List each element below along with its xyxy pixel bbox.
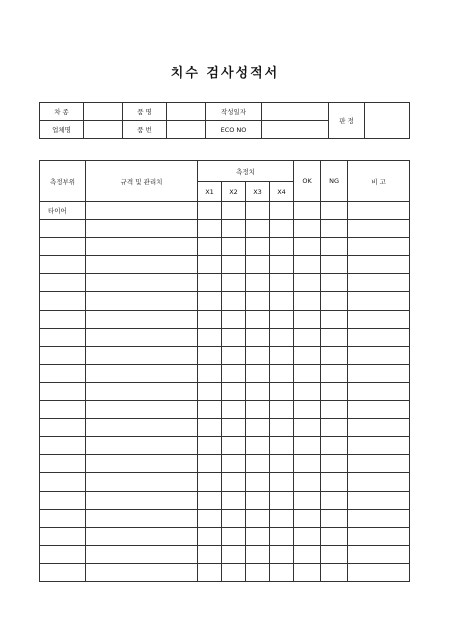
- label-part-name: 품 명: [123, 103, 167, 121]
- table-row: [40, 491, 410, 509]
- table-cell[interactable]: [246, 202, 270, 220]
- table-row: [40, 455, 410, 473]
- part-cell[interactable]: [40, 328, 86, 346]
- table-cell[interactable]: [222, 563, 246, 581]
- table-cell[interactable]: [348, 328, 410, 346]
- table-cell[interactable]: [294, 346, 321, 364]
- table-cell[interactable]: [348, 220, 410, 238]
- table-cell[interactable]: [86, 455, 198, 473]
- table-cell[interactable]: [198, 437, 222, 455]
- part-cell[interactable]: [40, 310, 86, 328]
- info-table: [39, 102, 410, 139]
- table-cell[interactable]: [198, 455, 222, 473]
- table-cell[interactable]: [222, 256, 246, 274]
- header-part: 측정부위: [40, 161, 86, 202]
- table-cell[interactable]: [86, 473, 198, 491]
- table-cell[interactable]: [246, 292, 270, 310]
- table-cell[interactable]: [270, 256, 294, 274]
- table-row: [40, 563, 410, 581]
- table-cell[interactable]: [321, 527, 348, 545]
- table-cell[interactable]: [86, 220, 198, 238]
- part-cell[interactable]: [40, 563, 86, 581]
- table-cell[interactable]: [348, 563, 410, 581]
- table-cell[interactable]: [86, 328, 198, 346]
- header-x3: X3: [246, 182, 270, 202]
- header-ok: OK: [294, 161, 321, 202]
- vendor-field[interactable]: [84, 121, 123, 139]
- table-cell[interactable]: [86, 292, 198, 310]
- label-eco-no: ECO NO: [206, 121, 262, 139]
- measurement-table: [39, 160, 410, 582]
- table-cell[interactable]: [86, 527, 198, 545]
- table-cell[interactable]: [86, 238, 198, 256]
- table-cell[interactable]: [321, 491, 348, 509]
- table-cell[interactable]: [86, 256, 198, 274]
- table-cell[interactable]: [222, 238, 246, 256]
- table-cell[interactable]: [198, 473, 222, 491]
- table-cell[interactable]: [321, 220, 348, 238]
- label-vehicle-type: 차 종: [40, 103, 84, 121]
- table-cell[interactable]: [198, 545, 222, 563]
- table-cell[interactable]: [246, 346, 270, 364]
- table-cell[interactable]: [270, 220, 294, 238]
- part-cell[interactable]: [40, 527, 86, 545]
- table-row: [40, 220, 410, 238]
- table-cell[interactable]: [222, 346, 246, 364]
- table-cell[interactable]: [321, 419, 348, 437]
- table-cell[interactable]: [321, 509, 348, 527]
- table-cell[interactable]: [348, 346, 410, 364]
- table-cell[interactable]: [246, 491, 270, 509]
- table-cell[interactable]: [198, 491, 222, 509]
- table-cell[interactable]: [294, 527, 321, 545]
- part-cell[interactable]: [40, 274, 86, 292]
- table-cell[interactable]: [348, 455, 410, 473]
- table-cell[interactable]: [86, 382, 198, 400]
- table-cell[interactable]: [270, 419, 294, 437]
- part-cell[interactable]: [40, 346, 86, 364]
- table-cell[interactable]: [321, 382, 348, 400]
- table-cell[interactable]: [321, 310, 348, 328]
- part-cell[interactable]: [40, 220, 86, 238]
- table-row: [40, 509, 410, 527]
- table-row: [40, 328, 410, 346]
- table-cell[interactable]: [222, 527, 246, 545]
- table-cell[interactable]: [246, 238, 270, 256]
- table-cell[interactable]: [294, 419, 321, 437]
- table-cell[interactable]: [86, 401, 198, 419]
- header-spec: 규격 및 관리치: [86, 161, 198, 202]
- label-judgement: 판 정: [329, 103, 365, 139]
- table-cell[interactable]: [321, 455, 348, 473]
- table-cell[interactable]: [246, 220, 270, 238]
- part-cell[interactable]: [40, 509, 86, 527]
- table-cell[interactable]: [321, 545, 348, 563]
- table-cell[interactable]: [198, 346, 222, 364]
- header-x4: X4: [270, 182, 294, 202]
- table-cell[interactable]: [270, 274, 294, 292]
- table-cell[interactable]: [270, 292, 294, 310]
- table-cell[interactable]: [198, 202, 222, 220]
- table-cell[interactable]: [270, 310, 294, 328]
- part-cell[interactable]: [40, 382, 86, 400]
- table-cell[interactable]: [294, 509, 321, 527]
- table-row: [40, 292, 410, 310]
- table-cell[interactable]: [222, 202, 246, 220]
- table-cell[interactable]: [270, 545, 294, 563]
- table-cell[interactable]: [270, 437, 294, 455]
- part-cell[interactable]: [40, 437, 86, 455]
- table-cell[interactable]: [348, 527, 410, 545]
- table-cell[interactable]: [246, 256, 270, 274]
- part-cell[interactable]: [40, 455, 86, 473]
- table-cell[interactable]: [86, 563, 198, 581]
- table-cell[interactable]: [86, 364, 198, 382]
- table-cell[interactable]: [86, 310, 198, 328]
- table-cell[interactable]: [270, 455, 294, 473]
- table-cell[interactable]: [294, 545, 321, 563]
- table-cell[interactable]: [246, 563, 270, 581]
- table-row: [40, 202, 410, 220]
- header-x1: X1: [198, 182, 222, 202]
- table-cell[interactable]: [222, 328, 246, 346]
- part-cell[interactable]: 타이어: [40, 202, 86, 220]
- table-cell[interactable]: [270, 401, 294, 419]
- part-cell[interactable]: [40, 545, 86, 563]
- table-row: [40, 545, 410, 563]
- table-cell[interactable]: [348, 382, 410, 400]
- table-cell[interactable]: [198, 563, 222, 581]
- table-row: [40, 310, 410, 328]
- header-remark: 비 고: [348, 161, 410, 202]
- header-ng: NG: [321, 161, 348, 202]
- table-cell[interactable]: [270, 527, 294, 545]
- part-cell[interactable]: [40, 256, 86, 274]
- document-title: 치수 검사성적서: [170, 66, 280, 81]
- table-cell[interactable]: [348, 256, 410, 274]
- table-row: [40, 256, 410, 274]
- table-row: [40, 401, 410, 419]
- table-cell[interactable]: [222, 509, 246, 527]
- table-row: [40, 527, 410, 545]
- table-cell[interactable]: [294, 220, 321, 238]
- table-cell[interactable]: [222, 274, 246, 292]
- part-cell[interactable]: [40, 364, 86, 382]
- table-cell[interactable]: [198, 238, 222, 256]
- table-row: [40, 346, 410, 364]
- table-cell[interactable]: [86, 437, 198, 455]
- table-cell[interactable]: [86, 274, 198, 292]
- table-cell[interactable]: [294, 455, 321, 473]
- table-cell[interactable]: [348, 401, 410, 419]
- table-cell[interactable]: [246, 401, 270, 419]
- table-cell[interactable]: [294, 473, 321, 491]
- table-cell[interactable]: [294, 563, 321, 581]
- table-cell[interactable]: [86, 346, 198, 364]
- table-cell[interactable]: [198, 364, 222, 382]
- table-cell[interactable]: [270, 491, 294, 509]
- table-cell[interactable]: [246, 509, 270, 527]
- table-cell[interactable]: [270, 346, 294, 364]
- table-cell[interactable]: [246, 382, 270, 400]
- part-name-field[interactable]: [167, 103, 206, 121]
- table-cell[interactable]: [348, 364, 410, 382]
- table-cell[interactable]: [198, 256, 222, 274]
- part-cell[interactable]: [40, 419, 86, 437]
- date-field[interactable]: [262, 103, 329, 121]
- table-cell[interactable]: [246, 328, 270, 346]
- table-cell[interactable]: [222, 473, 246, 491]
- table-cell[interactable]: [321, 274, 348, 292]
- table-cell[interactable]: [321, 401, 348, 419]
- table-cell[interactable]: [294, 202, 321, 220]
- table-cell[interactable]: [321, 238, 348, 256]
- table-cell[interactable]: [198, 509, 222, 527]
- table-cell[interactable]: [348, 509, 410, 527]
- table-cell[interactable]: [86, 545, 198, 563]
- table-cell[interactable]: [270, 328, 294, 346]
- table-cell[interactable]: [294, 238, 321, 256]
- table-cell[interactable]: [348, 274, 410, 292]
- table-cell[interactable]: [294, 364, 321, 382]
- table-cell[interactable]: [321, 346, 348, 364]
- table-cell[interactable]: [321, 202, 348, 220]
- table-cell[interactable]: [294, 382, 321, 400]
- table-cell[interactable]: [198, 328, 222, 346]
- label-part-no: 품 번: [123, 121, 167, 139]
- part-cell[interactable]: [40, 292, 86, 310]
- table-cell[interactable]: [294, 328, 321, 346]
- part-cell[interactable]: [40, 401, 86, 419]
- table-cell[interactable]: [246, 455, 270, 473]
- table-cell[interactable]: [86, 509, 198, 527]
- table-cell[interactable]: [222, 401, 246, 419]
- table-row: [40, 382, 410, 400]
- table-cell[interactable]: [321, 563, 348, 581]
- part-cell[interactable]: [40, 473, 86, 491]
- table-cell[interactable]: [321, 473, 348, 491]
- table-cell[interactable]: [348, 491, 410, 509]
- table-cell[interactable]: [222, 545, 246, 563]
- label-vendor: 업체명: [40, 121, 84, 139]
- table-cell[interactable]: [348, 437, 410, 455]
- table-cell[interactable]: [222, 364, 246, 382]
- table-cell[interactable]: [86, 491, 198, 509]
- table-cell[interactable]: [294, 310, 321, 328]
- table-cell[interactable]: [294, 401, 321, 419]
- table-cell[interactable]: [270, 238, 294, 256]
- table-cell[interactable]: [294, 292, 321, 310]
- table-row: [40, 437, 410, 455]
- table-cell[interactable]: [246, 419, 270, 437]
- table-cell[interactable]: [246, 310, 270, 328]
- table-cell[interactable]: [321, 437, 348, 455]
- table-cell[interactable]: [198, 310, 222, 328]
- table-cell[interactable]: [86, 419, 198, 437]
- table-cell[interactable]: [294, 274, 321, 292]
- vehicle-type-field[interactable]: [84, 103, 123, 121]
- table-cell[interactable]: [198, 292, 222, 310]
- judgement-field[interactable]: [365, 103, 410, 139]
- table-cell[interactable]: [222, 220, 246, 238]
- table-cell[interactable]: [222, 419, 246, 437]
- table-cell[interactable]: [198, 382, 222, 400]
- table-cell[interactable]: [198, 274, 222, 292]
- table-cell[interactable]: [246, 274, 270, 292]
- table-cell[interactable]: [270, 509, 294, 527]
- table-row: [40, 274, 410, 292]
- part-no-field[interactable]: [167, 121, 206, 139]
- part-cell[interactable]: [40, 491, 86, 509]
- label-date: 작성일자: [206, 103, 262, 121]
- table-cell[interactable]: [348, 419, 410, 437]
- table-cell[interactable]: [198, 419, 222, 437]
- table-cell[interactable]: [246, 545, 270, 563]
- table-cell[interactable]: [348, 238, 410, 256]
- table-cell[interactable]: [294, 256, 321, 274]
- table-cell[interactable]: [246, 473, 270, 491]
- table-cell[interactable]: [222, 292, 246, 310]
- table-cell[interactable]: [348, 310, 410, 328]
- eco-no-field[interactable]: [262, 121, 329, 139]
- table-cell[interactable]: [321, 292, 348, 310]
- table-cell[interactable]: [321, 364, 348, 382]
- table-cell[interactable]: [348, 473, 410, 491]
- table-cell[interactable]: [294, 491, 321, 509]
- table-cell[interactable]: [270, 202, 294, 220]
- table-row: [40, 419, 410, 437]
- table-cell[interactable]: [348, 545, 410, 563]
- table-cell[interactable]: [270, 563, 294, 581]
- table-cell[interactable]: [321, 328, 348, 346]
- table-cell[interactable]: [294, 437, 321, 455]
- table-row: [40, 364, 410, 382]
- table-row: [40, 473, 410, 491]
- header-values: 측정치: [198, 161, 294, 182]
- table-cell[interactable]: [86, 202, 198, 220]
- table-cell[interactable]: [222, 437, 246, 455]
- table-cell[interactable]: [222, 455, 246, 473]
- table-cell[interactable]: [246, 437, 270, 455]
- table-cell[interactable]: [222, 491, 246, 509]
- table-cell[interactable]: [246, 527, 270, 545]
- table-cell[interactable]: [270, 364, 294, 382]
- table-row: [40, 238, 410, 256]
- table-cell[interactable]: [222, 310, 246, 328]
- table-cell[interactable]: [222, 382, 246, 400]
- table-cell[interactable]: [348, 202, 410, 220]
- table-cell[interactable]: [270, 382, 294, 400]
- table-cell[interactable]: [246, 364, 270, 382]
- table-cell[interactable]: [198, 220, 222, 238]
- table-cell[interactable]: [321, 256, 348, 274]
- table-cell[interactable]: [270, 473, 294, 491]
- table-cell[interactable]: [198, 401, 222, 419]
- part-cell[interactable]: [40, 238, 86, 256]
- table-cell[interactable]: [198, 527, 222, 545]
- table-cell[interactable]: [348, 292, 410, 310]
- measurement-rows: [40, 202, 410, 582]
- header-x2: X2: [222, 182, 246, 202]
